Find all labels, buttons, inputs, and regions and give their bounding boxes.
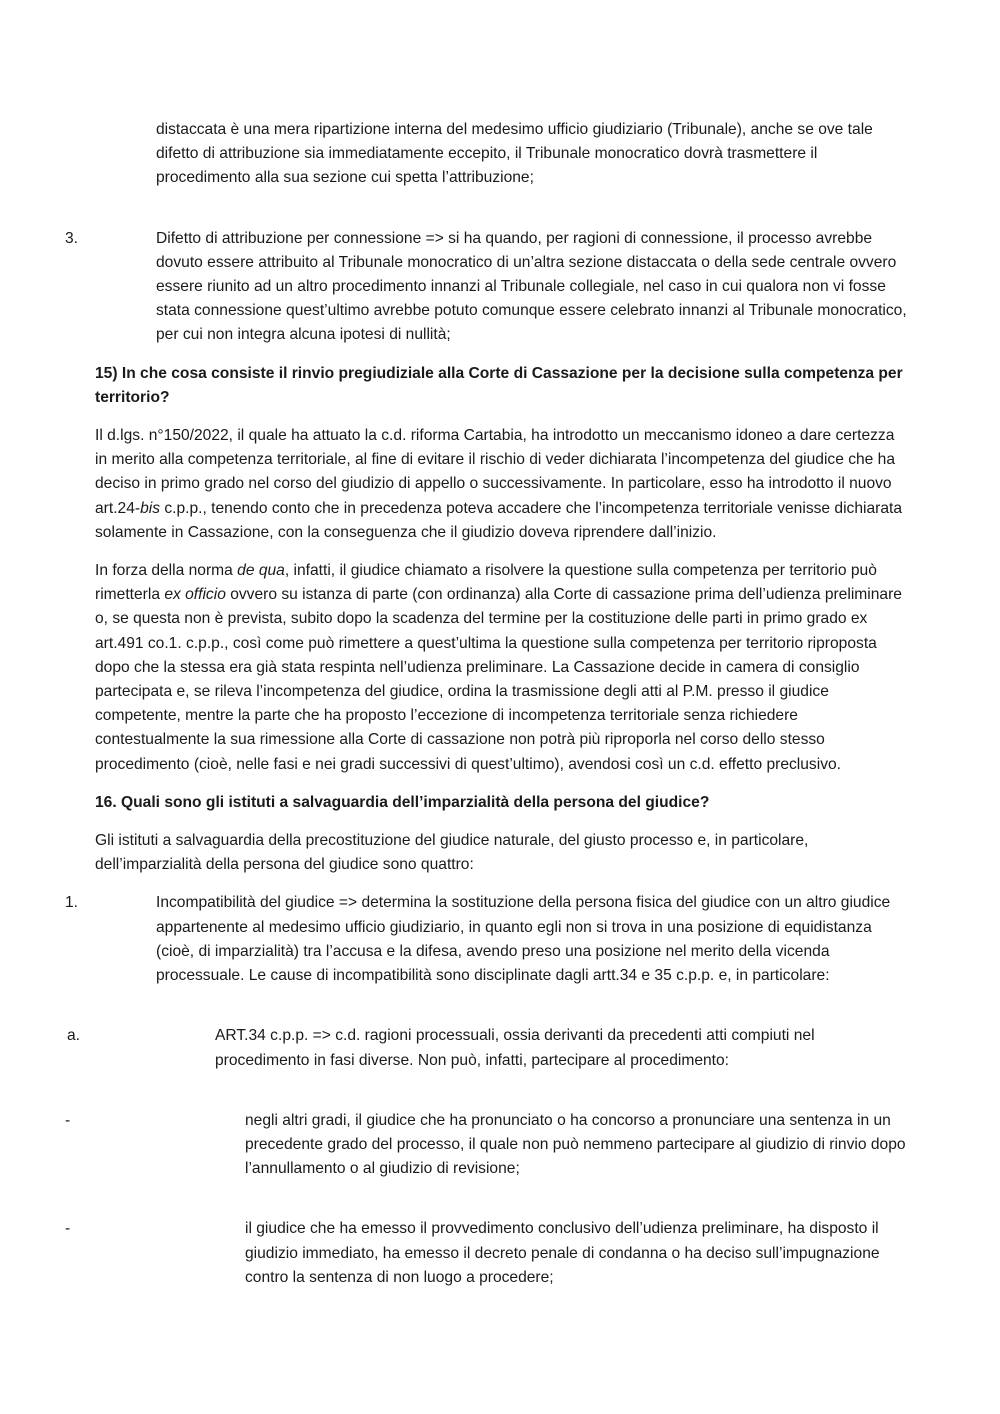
list-number: 3. (64, 229, 78, 247)
spacer (95, 205, 910, 227)
list-item-text: ART.34 c.p.p. => c.d. ragioni processuali, ossia derivanti da precedenti atti compiuti nel procedimento in fasi diverse. Non può, infatti, partecipare al procedimento: (215, 1027, 815, 1069)
question-16-heading: 16. Quali sono gli istituti a salvaguardia dell’imparzialità della persona del giudice? (95, 793, 710, 811)
spacer (95, 1087, 910, 1109)
paragraph: Gli istituti a salvaguardia della precostituzione del giudice naturale, del giusto processo e, in particolare, dell’imparzialità della persona del giudice sono quattro: (95, 832, 809, 874)
dash-bullet: - (65, 1111, 71, 1129)
list-item-text: Incompatibilità del giudice => determina la sostituzione della persona fisica del giudice con un altro giudice appartenente al medesimo ufficio giudiziario, in quanto egli non si trova in una posizione di equidistanza (cioè, di imparzialità) tra l’accusa e la difesa, avendo preso una posizione nel merito della vicenda processuale. Le cause di incompatibilità sono disciplinate dagli artt.34 e 35 c.p.p. e, in particolare: (156, 894, 891, 985)
paragraph (95, 559, 910, 777)
bullet-item (65, 1109, 910, 1182)
text-run: , infatti, il giudice chiamato a risolvere la questione sulla competenza per territorio può rimetterla (95, 562, 877, 604)
list-item-3 (64, 227, 910, 348)
text-run: In forza della norma (95, 562, 238, 580)
sub-list-item-a (67, 1024, 910, 1072)
italic-run: bis (140, 499, 161, 517)
list-number: 1. (64, 894, 78, 912)
text-run: c.p.p., tenendo conto che in precedenza poteva accadere che l’incompetenza territoriale venisse dichiarata solamente in Cassazione, con la conseguenza che il giudizio doveva riprendere dall’inizio. (95, 499, 903, 541)
italic-run: de qua (237, 562, 285, 580)
document-page (64, 118, 910, 1304)
bullet-text: il giudice che ha emesso il provvedimento conclusivo dell’udienza preliminare, ha disposto il giudizio immediato, ha emesso il decreto penale di condanna o ha deciso sull’impugnazione contro la sentenza di non luogo a procedere; (245, 1220, 880, 1286)
spacer (95, 1195, 910, 1217)
list-item-text: Difetto di attribuzione per connessione => si ha quando, per ragioni di connessione, il processo avrebbe dovuto essere attribuito al Tribunale monocratico di un’altra sezione distaccata o della sede centrale ovvero essere riunito ad un altro procedimento innanzi al Tribunale collegiale, nel caso in cui qualora non vi fosse stata connessione quest’ultimo avrebbe potuto comunque essere celebrato innanzi al Tribunale monocratico, per cui non integra alcuna ipotesi di nullità; (156, 229, 907, 344)
italic-run: ex officio (164, 586, 226, 604)
list-item-text: distaccata è una mera ripartizione interna del medesimo ufficio giudiziario (Tribunale), anche se ove tale difetto di attribuzione sia immediatamente eccepito, il Tribunale monocratico dovrà trasmettere il procedimento alla sua sezione cui spetta l’attribuzione; (156, 121, 873, 187)
dash-bullet: - (65, 1220, 71, 1238)
bullet-text: negli altri gradi, il giudice che ha pronunciato o ha concorso a pronunciare una sentenza in un precedente grado del processo, il quale non può nemmeno partecipare al giudizio di rinvio dopo l’annullamento o al giudizio di revisione; (245, 1111, 906, 1178)
question-15-heading: 15) In che cosa consiste il rinvio pregiudiziale alla Corte di Cassazione per la decisione sulla competenza per territorio? (95, 364, 903, 406)
list-letter: a. (67, 1027, 81, 1045)
spacer (95, 1002, 910, 1024)
list-item-1 (64, 891, 910, 988)
list-item-continuation (95, 118, 910, 191)
text-run: Il d.lgs. n°150/2022, il quale ha attuato la c.d. riforma Cartabia, ha introdotto un meccanismo idoneo a dare certezza in merito alla competenza territoriale, al fine di evitare il rischio di veder dichiarata l’incompetenza del giudice che ha deciso in primo grado nel corso del giudizio di appello o successivamente. In particolare, esso ha introdotto il nuovo art.24- (95, 427, 896, 517)
text-run: ovvero su istanza di parte (con ordinanza) alla Corte di cassazione prima dell’udienza preliminare o, se questa non è prevista, subito dopo la scadenza del termine per la costituzione delle parti in primo grado ex art.491 co.1. c.p.p., così come può rimettere a quest’ultima la questione sulla competenza per territorio riproposta dopo che la stessa era già stata respinta nell’udienza preliminare. La Cassazione decide in camera di consiglio partecipata e, se rileva l’incompetenza del giudice, ordina la trasmissione degli atti al P.M. presso il giudice competente, mentre la parte che ha proposto l’eccezione di incompetenza territoriale senza richiedere contestualmente la sua rimessione alla Corte di cassazione non potrà più riproporla nel corso dello stesso procedimento (cioè, nelle fasi e nei gradi successivi di quest’ultimo), avendosi così un c.d. effetto preclusivo. (95, 586, 902, 773)
paragraph (95, 424, 910, 545)
bullet-item (65, 1217, 910, 1290)
